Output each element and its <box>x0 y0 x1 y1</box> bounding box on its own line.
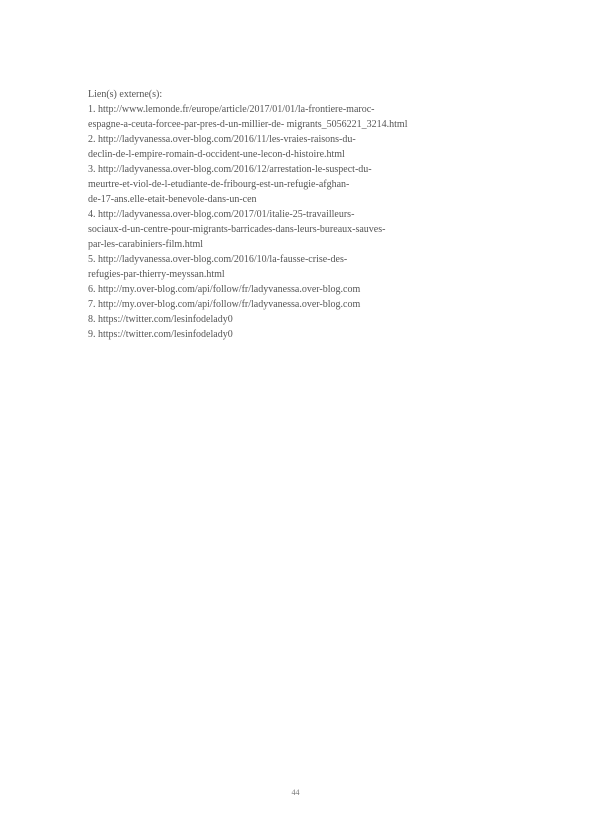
external-links-heading: Lien(s) externe(s): <box>88 89 163 100</box>
link-line[interactable]: 2. http://ladyvanessa.over-blog.com/2016/11/les-vraies-raisons-du- <box>88 134 356 145</box>
link-line[interactable]: 5. http://ladyvanessa.over-blog.com/2016/10/la-fausse-crise-des- <box>88 254 348 265</box>
link-line[interactable]: espagne-a-ceuta-forcee-par-pres-d-un-millier-de- migrants_5056221_3214.html <box>88 119 408 130</box>
link-line[interactable]: declin-de-l-empire-romain-d-occident-une-lecon-d-histoire.html <box>88 149 345 160</box>
page-number: 44 <box>291 788 300 797</box>
link-line[interactable]: par-les-carabiniers-film.html <box>88 239 204 250</box>
link-line[interactable]: 7. http://my.over-blog.com/api/follow/fr/ladyvanessa.over-blog.com <box>88 299 361 310</box>
link-line[interactable]: 9. https://twitter.com/lesinfodelady0 <box>88 329 233 340</box>
link-line[interactable]: de-17-ans.elle-etait-benevole-dans-un-cen <box>88 194 257 205</box>
external-links-section <box>88 87 508 342</box>
link-line[interactable]: meurtre-et-viol-de-l-etudiante-de-fribourg-est-un-refugie-afghan- <box>88 179 350 190</box>
link-line[interactable]: sociaux-d-un-centre-pour-migrants-barricades-dans-leurs-bureaux-sauves- <box>88 224 386 235</box>
link-line[interactable]: 6. http://my.over-blog.com/api/follow/fr/ladyvanessa.over-blog.com <box>88 284 361 295</box>
link-line[interactable]: 1. http://www.lemonde.fr/europe/article/2017/01/01/la-frontiere-maroc- <box>88 104 375 115</box>
link-line[interactable]: 4. http://ladyvanessa.over-blog.com/2017/01/italie-25-travailleurs- <box>88 209 355 220</box>
link-line[interactable]: refugies-par-thierry-meyssan.html <box>88 269 225 280</box>
link-line[interactable]: 3. http://ladyvanessa.over-blog.com/2016/12/arrestation-le-suspect-du- <box>88 164 372 175</box>
link-line[interactable]: 8. https://twitter.com/lesinfodelady0 <box>88 314 233 325</box>
